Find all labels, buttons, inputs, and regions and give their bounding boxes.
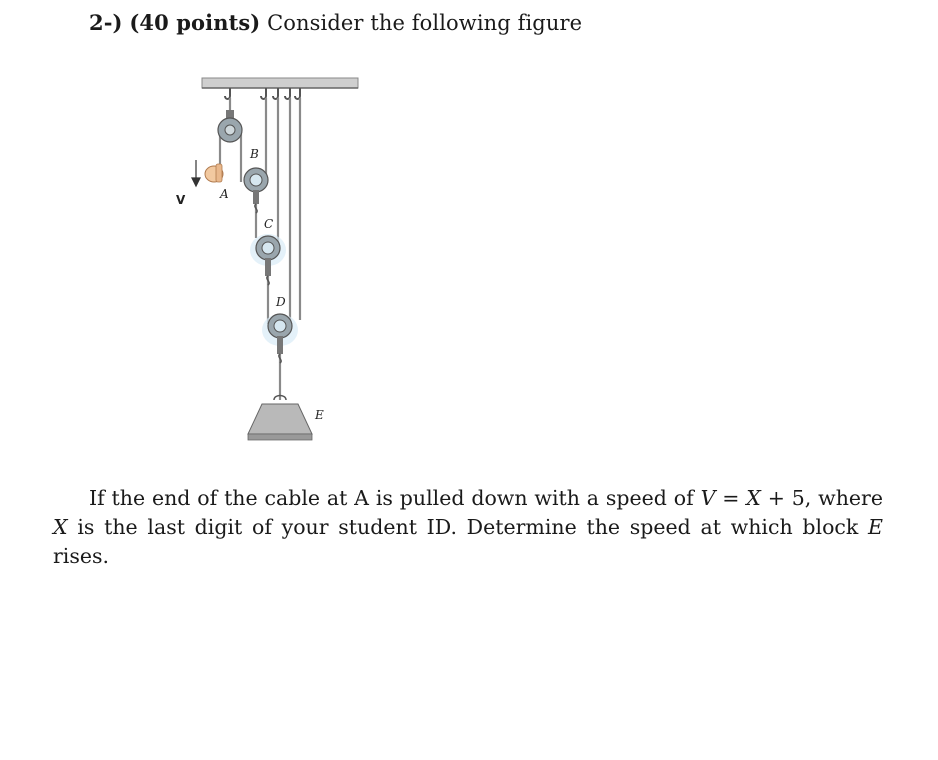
label-v: V	[176, 193, 186, 207]
question-points: (40 points)	[129, 10, 261, 35]
question-prompt: Consider the following figure	[267, 11, 583, 35]
statement-part2: is the last digit of your student ID. Determine the speed at which block	[67, 515, 869, 539]
question-heading	[89, 10, 582, 35]
problem-statement	[53, 484, 883, 571]
ceiling-beam	[202, 78, 358, 88]
statement-plus-five: + 5, where	[760, 486, 883, 510]
var-x: X	[746, 486, 761, 510]
question-number: 2-)	[89, 10, 123, 35]
label-e: E	[315, 408, 324, 422]
label-a: A	[220, 187, 229, 201]
pulley-a	[218, 110, 242, 142]
statement-part3: rises.	[53, 544, 110, 568]
hand-icon	[205, 164, 223, 182]
label-b: B	[250, 147, 259, 161]
label-c: C	[264, 217, 274, 231]
equals-sign: =	[715, 486, 747, 510]
label-d: D	[276, 295, 286, 309]
var-v: V	[700, 486, 716, 510]
velocity-arrow	[192, 160, 200, 186]
var-e: E	[868, 515, 883, 539]
pulley-diagram	[170, 70, 370, 455]
block-e	[248, 396, 312, 441]
var-x-2: X	[53, 515, 68, 539]
statement-part1: If the end of the cable at A is pulled down with a speed of	[89, 486, 701, 510]
pulley-figure	[170, 70, 370, 455]
ceiling-hooks	[225, 88, 300, 99]
